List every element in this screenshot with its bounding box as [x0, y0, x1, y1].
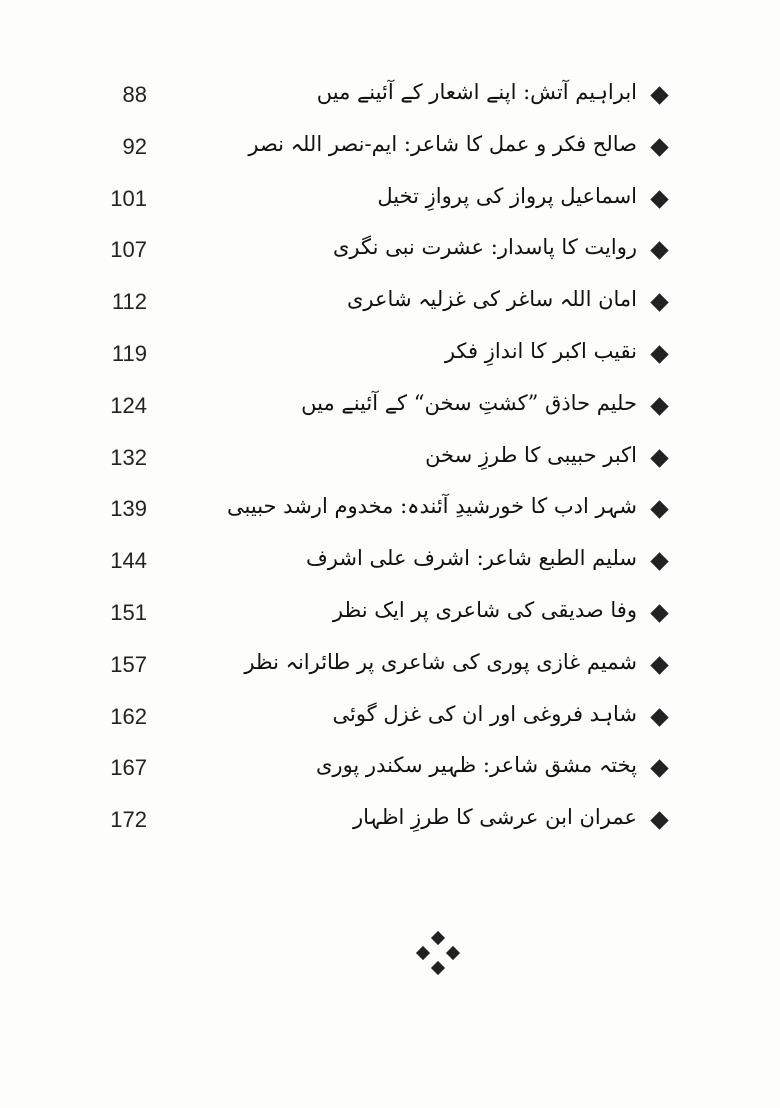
diamond-bullet-icon	[650, 552, 668, 570]
toc-entry[interactable]	[0, 227, 780, 279]
page-number: 167	[110, 755, 147, 781]
page-number: 139	[110, 496, 147, 522]
toc-entry[interactable]	[0, 538, 780, 590]
diamond-bullet-icon	[650, 449, 668, 467]
diamond-bullet-icon	[650, 760, 668, 778]
page-number: 132	[110, 444, 147, 470]
diamond-bullet-icon	[650, 501, 668, 519]
toc-entry[interactable]	[0, 642, 780, 694]
entry-title: اکبر حبیبی کا طرزِ سخن	[425, 442, 637, 467]
diamond-bullet-icon	[650, 656, 668, 674]
diamond-bullet-icon	[650, 293, 668, 311]
toc-entry[interactable]	[0, 331, 780, 383]
page-number: 92	[122, 133, 147, 159]
toc-entry[interactable]	[0, 383, 780, 435]
toc-entry[interactable]	[0, 72, 780, 124]
diamond-bullet-icon	[650, 242, 668, 260]
diamond-bullet-icon	[650, 345, 668, 363]
entry-title: ابراہیم آتش: اپنے اشعار کے آئینے میں	[316, 80, 637, 104]
page-number: 157	[110, 651, 147, 677]
page-number: 144	[110, 548, 147, 574]
entry-title: نقیب اکبر کا اندازِ فکر	[444, 338, 637, 363]
entry-title: شمیم غازی پوری کی شاعری پر طائرانہ نظر	[244, 649, 637, 674]
page-number: 107	[110, 237, 147, 263]
page-number: 151	[110, 599, 147, 625]
page-number: 172	[110, 807, 147, 833]
entry-title: سلیم الطبع شاعر: اشرف علی اشرف	[306, 546, 637, 571]
page-number: 88	[122, 82, 147, 107]
entry-title: پختہ مشق شاعر: ظہیر سکندر پوری	[315, 753, 637, 778]
toc-entry[interactable]	[0, 486, 780, 538]
entry-title: حلیم حاذق ”کشتِ سخن“ کے آئینے میں	[301, 390, 637, 415]
page-number: 162	[110, 703, 147, 729]
diamond-bullet-icon	[650, 604, 668, 622]
diamond-ornament-icon	[417, 932, 459, 974]
page-number: 112	[111, 289, 147, 315]
toc-entry[interactable]	[0, 590, 780, 642]
entry-title: وفا صدیقی کی شاعری پر ایک نظر	[332, 597, 637, 622]
diamond-bullet-icon	[650, 708, 668, 726]
entry-title: عمران ابن عرشی کا طرزِ اظہار	[352, 805, 637, 830]
toc-entry[interactable]	[0, 124, 780, 176]
diamond-bullet-icon	[650, 86, 668, 104]
diamond-bullet-icon	[650, 397, 668, 415]
toc-entry[interactable]	[0, 279, 780, 331]
entry-title: اسماعیل پرواز کی پروازِ تخیل	[377, 183, 637, 208]
diamond-bullet-icon	[650, 138, 668, 156]
toc-entry[interactable]	[0, 745, 780, 797]
entry-title: روایت کا پاسدار: عشرت نبی نگری	[332, 235, 637, 260]
page-number: 124	[110, 392, 147, 418]
table-of-contents	[0, 72, 780, 849]
toc-entry[interactable]	[0, 797, 780, 849]
diamond-bullet-icon	[650, 811, 668, 829]
entry-title: امان اللہ ساغر کی غزلیہ شاعری	[347, 287, 637, 312]
entry-title: شاہد فروغی اور ان کی غزل گوئی	[332, 701, 637, 726]
entry-title: شہر ادب کا خورشیدِ آئندہ: مخدوم ارشد حبیبی	[227, 494, 637, 519]
diamond-bullet-icon	[650, 190, 668, 208]
entry-title: صالح فکر و عمل کا شاعر: ایم-نصر اللہ نصر	[248, 131, 637, 156]
toc-entry[interactable]	[0, 176, 780, 228]
page-number: 119	[111, 340, 147, 366]
toc-entry[interactable]	[0, 435, 780, 487]
toc-entry[interactable]	[0, 694, 780, 746]
page-number: 101	[110, 185, 147, 211]
